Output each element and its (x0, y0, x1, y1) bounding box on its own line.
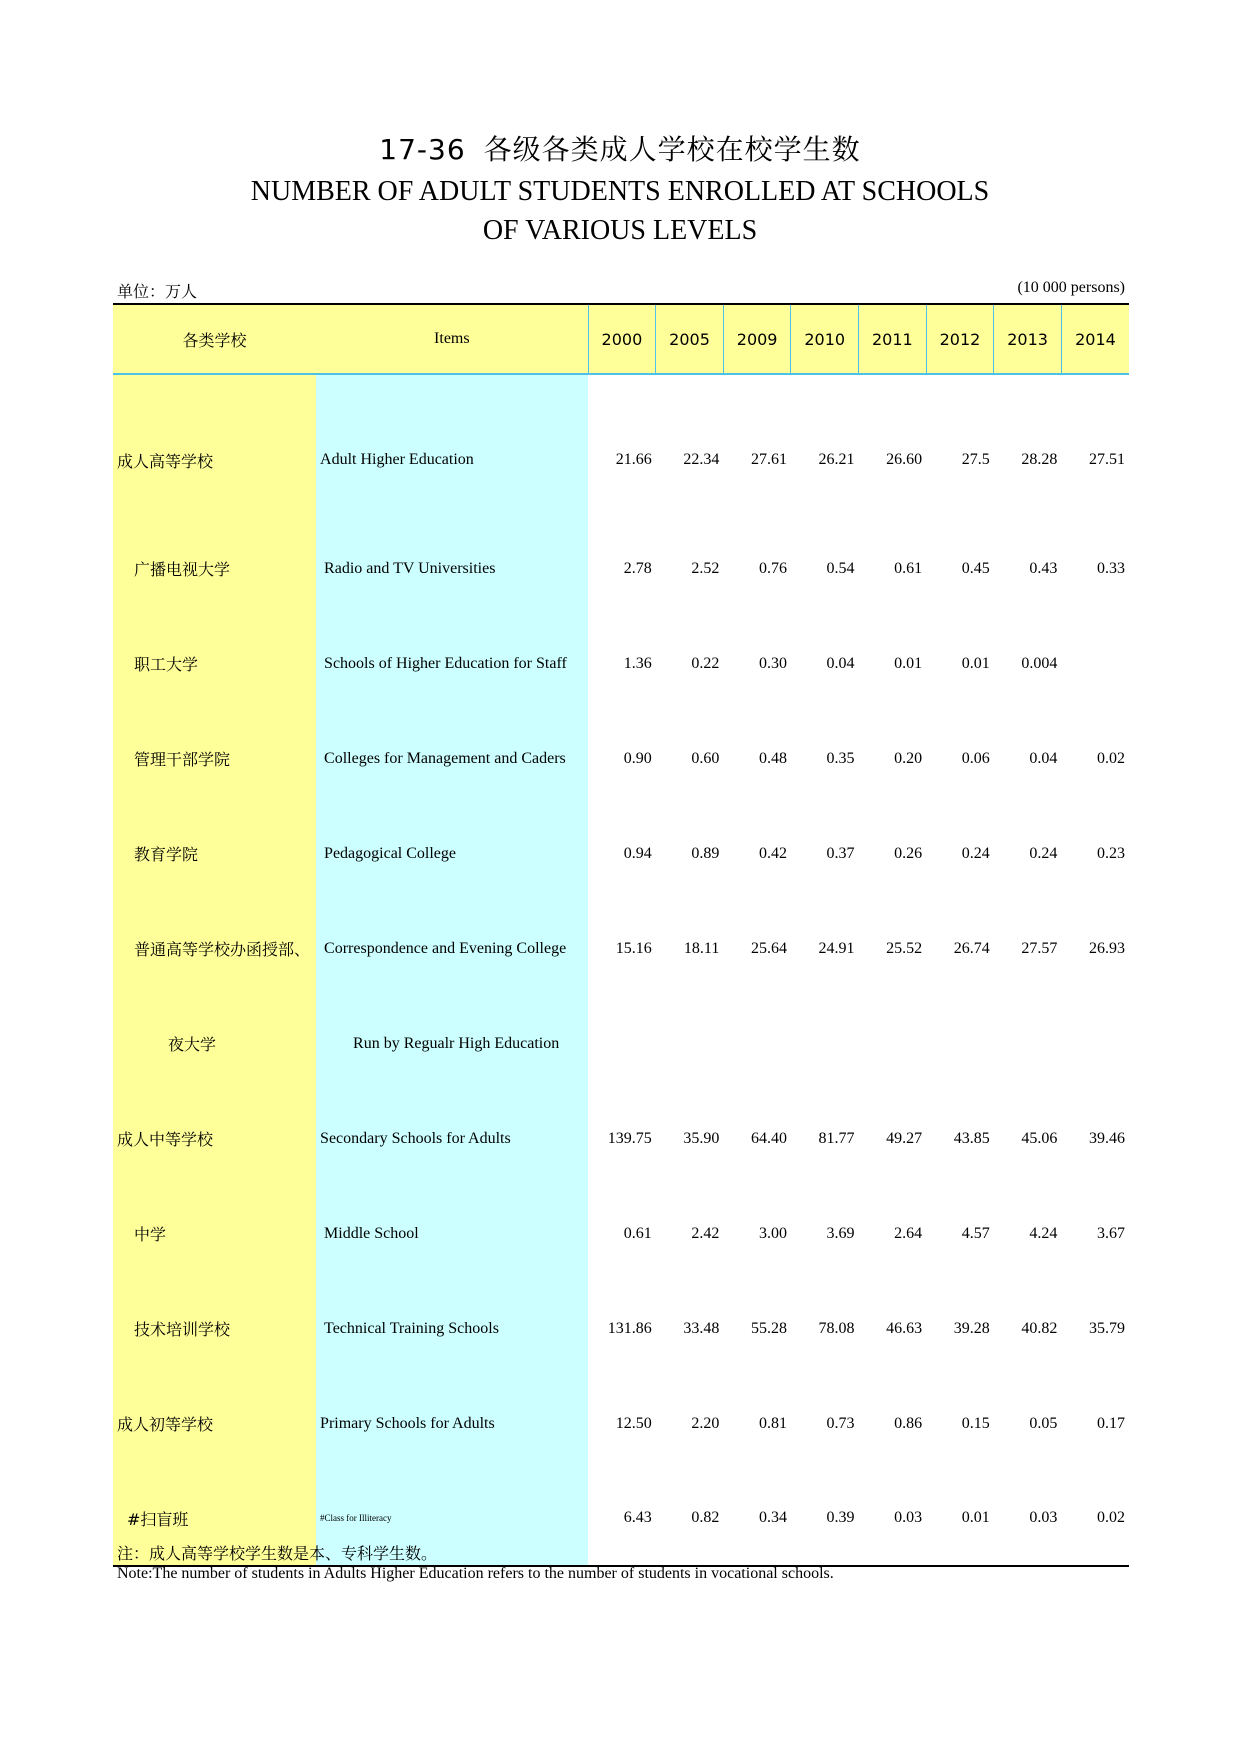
cell-value: 26.60 (886, 451, 923, 468)
cell-value: 78.08 (818, 1319, 855, 1337)
row-label-en: #Class for Illiteracy (316, 1471, 588, 1566)
header-en: Items (316, 304, 588, 374)
cell-value: 0.02 (1061, 1471, 1129, 1566)
cell-value: 28.28 (1021, 451, 1058, 468)
title-english-line2: OF VARIOUS LEVELS (482, 215, 758, 246)
cell-value (723, 996, 791, 1091)
table-row (113, 374, 1129, 521)
cell-value: 0.45 (961, 559, 990, 577)
cell-value: 0.03 (859, 1471, 927, 1566)
table-row (113, 616, 1129, 711)
row-label-cn: #扫盲班 (113, 1471, 316, 1566)
cell-value: 0.42 (758, 844, 787, 862)
cell-value: 35.79 (1089, 1319, 1125, 1337)
table-row (113, 806, 1129, 901)
cell-value: 27.51 (1089, 451, 1125, 468)
cell-value (859, 996, 927, 1091)
row-label-cn: 教育学院 (113, 806, 316, 901)
row-label-cn: 中学 (113, 1186, 316, 1281)
row-label-en: Colleges for Management and Caders (316, 711, 588, 806)
cell-value: 0.15 (961, 1414, 990, 1432)
cell-value: 24.91 (818, 939, 855, 957)
cell-value (588, 996, 656, 1091)
row-label-en: Radio and TV Universities (316, 521, 588, 616)
cell-value: 0.30 (758, 654, 787, 672)
cell-value: 0.02 (1097, 749, 1125, 767)
cell-value: 0.01 (961, 654, 990, 672)
table-row (113, 1376, 1129, 1471)
cell-value: 39.28 (953, 1319, 990, 1337)
cell-value: 33.48 (683, 1319, 720, 1337)
cell-value: 0.04 (826, 654, 855, 672)
cell-value: 0.22 (691, 654, 720, 672)
table-row (113, 996, 1129, 1091)
row-label-en: Technical Training Schools (316, 1281, 588, 1376)
table-row (113, 1091, 1129, 1186)
header-year: 2011 (859, 304, 927, 374)
cell-value: 0.86 (894, 1414, 923, 1432)
row-label-cn: 职工大学 (113, 616, 316, 711)
cell-value: 0.35 (826, 749, 855, 767)
table-row (113, 1281, 1129, 1376)
table-row (113, 901, 1129, 996)
row-label-cn: 成人中等学校 (113, 1091, 316, 1186)
header-year: 2009 (723, 304, 791, 374)
cell-value: 26.74 (953, 939, 990, 957)
header-year: 2012 (926, 304, 994, 374)
header-year: 2005 (656, 304, 724, 374)
cell-value (791, 996, 859, 1091)
cell-value: 46.63 (886, 1319, 923, 1337)
cell-value: 2.78 (623, 559, 652, 577)
cell-value: 49.27 (886, 1129, 923, 1147)
note-english: Note:The number of students in Adults Higher Education refers to the number of students in vocational schools. (117, 1565, 834, 1582)
cell-value: 3.67 (1097, 1224, 1125, 1242)
cell-value (994, 996, 1062, 1091)
cell-value: 22.34 (683, 451, 720, 468)
cell-value: 6.43 (588, 1471, 656, 1566)
title-english-line1: NUMBER OF ADULT STUDENTS ENROLLED AT SCHOOLS (250, 176, 990, 207)
cell-value: 2.64 (894, 1224, 923, 1242)
cell-value: 0.33 (1097, 559, 1125, 577)
header-year: 2013 (994, 304, 1062, 374)
cell-value: 0.01 (894, 654, 923, 672)
cell-value: 4.24 (1029, 1224, 1058, 1242)
cell-value (656, 996, 724, 1091)
cell-value: 0.76 (758, 559, 787, 577)
cell-value: 39.46 (1089, 1129, 1125, 1147)
row-label-en: Adult Higher Education (316, 374, 588, 521)
cell-value: 43.85 (953, 1129, 990, 1147)
row-label-en: Primary Schools for Adults (316, 1376, 588, 1471)
table-row (113, 521, 1129, 616)
cell-value: 0.23 (1097, 844, 1125, 862)
table-number: 17-36 (379, 133, 466, 166)
cell-value (1061, 996, 1129, 1091)
table-row (113, 711, 1129, 806)
note-chinese: 注：成人高等学校学生数是本、专科学生数。 (117, 1546, 438, 1563)
cell-value: 0.06 (961, 749, 990, 767)
cell-value: 12.50 (615, 1414, 652, 1432)
row-label-en: Correspondence and Evening College (316, 901, 588, 996)
cell-value: 35.90 (683, 1129, 720, 1147)
cell-value: 0.34 (723, 1471, 791, 1566)
header-cn: 各类学校 (113, 304, 316, 374)
cell-value: 26.21 (818, 451, 855, 468)
cell-value: 21.66 (615, 451, 652, 468)
cell-value: 0.43 (1029, 559, 1058, 577)
cell-value: 0.17 (1097, 1414, 1125, 1432)
enrollment-table (113, 303, 1129, 1567)
cell-value: 0.39 (791, 1471, 859, 1566)
cell-value: 1.36 (623, 654, 652, 672)
cell-value: 45.06 (1021, 1129, 1058, 1147)
cell-value: 0.03 (994, 1471, 1062, 1566)
cell-value: 40.82 (1021, 1319, 1058, 1337)
row-label-en: Pedagogical College (316, 806, 588, 901)
unit-english: (10 000 persons) (1017, 279, 1125, 296)
header-year: 2010 (791, 304, 859, 374)
cell-value: 0.05 (1029, 1414, 1058, 1432)
cell-value: 0.26 (894, 844, 923, 862)
cell-value: 27.61 (750, 451, 787, 468)
cell-value: 0.82 (656, 1471, 724, 1566)
row-label-cn: 广播电视大学 (113, 521, 316, 616)
cell-value: 0.37 (826, 844, 855, 862)
cell-value: 0.73 (826, 1414, 855, 1432)
cell-value: 0.04 (1029, 749, 1058, 767)
cell-value: 27.5 (961, 451, 990, 468)
row-label-cn: 夜大学 (113, 996, 316, 1091)
cell-value: 25.52 (886, 939, 923, 957)
cell-value: 0.20 (894, 749, 923, 767)
cell-value: 139.75 (607, 1129, 652, 1147)
cell-value: 3.00 (758, 1224, 787, 1242)
cell-value: 25.64 (750, 939, 787, 957)
cell-value: 0.81 (758, 1414, 787, 1432)
table-row (113, 1186, 1129, 1281)
row-label-cn: 普通高等学校办函授部、 (113, 901, 316, 996)
cell-value (1061, 616, 1129, 711)
cell-value: 15.16 (615, 939, 652, 957)
cell-value: 18.11 (683, 939, 720, 957)
cell-value: 27.57 (1021, 939, 1058, 957)
cell-value: 2.52 (691, 559, 720, 577)
cell-value: 0.54 (826, 559, 855, 577)
cell-value: 81.77 (818, 1129, 855, 1147)
cell-value: 4.57 (961, 1224, 990, 1242)
row-label-cn: 成人初等学校 (113, 1376, 316, 1471)
header-year: 2000 (588, 304, 656, 374)
unit-chinese: 单位：万人 (117, 284, 198, 301)
row-label-en: Middle School (316, 1186, 588, 1281)
cell-value: 0.48 (758, 749, 787, 767)
row-label-en: Schools of Higher Education for Staff (316, 616, 588, 711)
cell-value: 26.93 (1089, 939, 1125, 957)
cell-value: 0.01 (926, 1471, 994, 1566)
cell-value: 0.61 (894, 559, 923, 577)
cell-value: 3.69 (826, 1224, 855, 1242)
cell-value: 2.20 (691, 1414, 720, 1432)
cell-value: 131.86 (607, 1319, 652, 1337)
cell-value: 0.61 (623, 1224, 652, 1242)
cell-value: 0.24 (961, 844, 990, 862)
cell-value: 2.42 (691, 1224, 720, 1242)
cell-value: 0.89 (691, 844, 720, 862)
row-label-cn: 技术培训学校 (113, 1281, 316, 1376)
title-chinese (0, 128, 1240, 168)
header-row (113, 304, 1129, 374)
row-label-cn: 管理干部学院 (113, 711, 316, 806)
cell-value: 0.24 (1029, 844, 1058, 862)
cell-value: 0.004 (1021, 654, 1058, 672)
cell-value (926, 996, 994, 1091)
title-cn-text: 各级各类成人学校在校学生数 (483, 135, 861, 166)
row-label-cn: 成人高等学校 (113, 374, 316, 521)
row-label-en: Secondary Schools for Adults (316, 1091, 588, 1186)
cell-value: 55.28 (750, 1319, 787, 1337)
cell-value: 0.94 (623, 844, 652, 862)
row-label-en: Run by Regualr High Education (316, 996, 588, 1091)
header-year: 2014 (1061, 304, 1129, 374)
cell-value: 64.40 (750, 1129, 787, 1147)
cell-value: 0.90 (623, 749, 652, 767)
cell-value: 0.60 (691, 749, 720, 767)
